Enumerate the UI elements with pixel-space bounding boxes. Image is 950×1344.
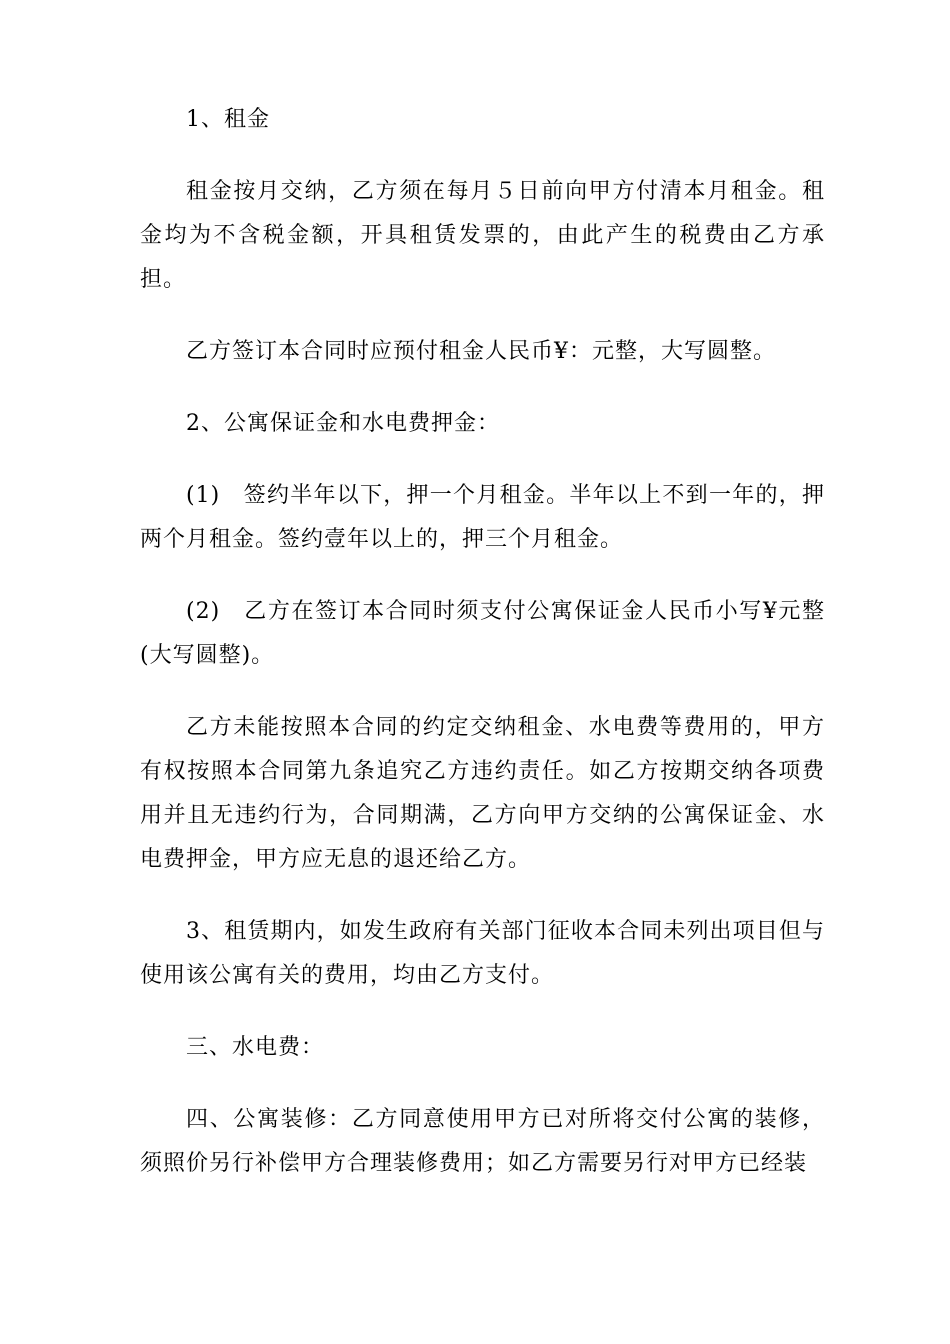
paragraph-utilities-heading: 三、水电费： — [186, 1035, 325, 1060]
paragraph-deposit-heading: 2、公寓保证金和水电费押金： — [186, 411, 500, 436]
paragraph-decoration: 四、公寓装修：乙方同意使用甲方已对所将交付公寓的装修，须照价另行补偿甲方合理装修费用；如乙方需要另行对甲方已经装 — [140, 1107, 825, 1176]
paragraph-deposit-item-2: (2) 乙方在签订本合同时须支付公寓保证金人民币小写¥元整(大写圆整)。 — [140, 599, 825, 668]
paragraph-prepaid-rent: 乙方签订本合同时应预付租金人民币¥：元整，大写圆整。 — [186, 339, 776, 364]
paragraph-default-liability: 乙方未能按照本合同的约定交纳租金、水电费等费用的，甲方有权按照本合同第九条追究乙方违约责任。如乙方按期交纳各项费用并且无违约行为，合同期满，乙方向甲方交纳的公寓保证金、水电费押金，甲方应无息的退还给乙方。 — [140, 715, 825, 872]
paragraph-rent-payment: 租金按月交纳，乙方须在每月５日前向甲方付清本月租金。租金均为不含税金额，开具租赁发票的，由此产生的税费由乙方承担。 — [140, 179, 825, 292]
paragraph-rent-heading: 1、租金 — [186, 107, 270, 132]
document-page — [140, 98, 825, 1214]
paragraph-government-fees: 3、租赁期内，如发生政府有关部门征收本合同未列出项目但与使用该公寓有关的费用，均由乙方支付。 — [140, 919, 825, 988]
paragraph-deposit-item-1: (1) 签约半年以下，押一个月租金。半年以上不到一年的，押两个月租金。签约壹年以上的，押三个月租金。 — [140, 483, 825, 552]
